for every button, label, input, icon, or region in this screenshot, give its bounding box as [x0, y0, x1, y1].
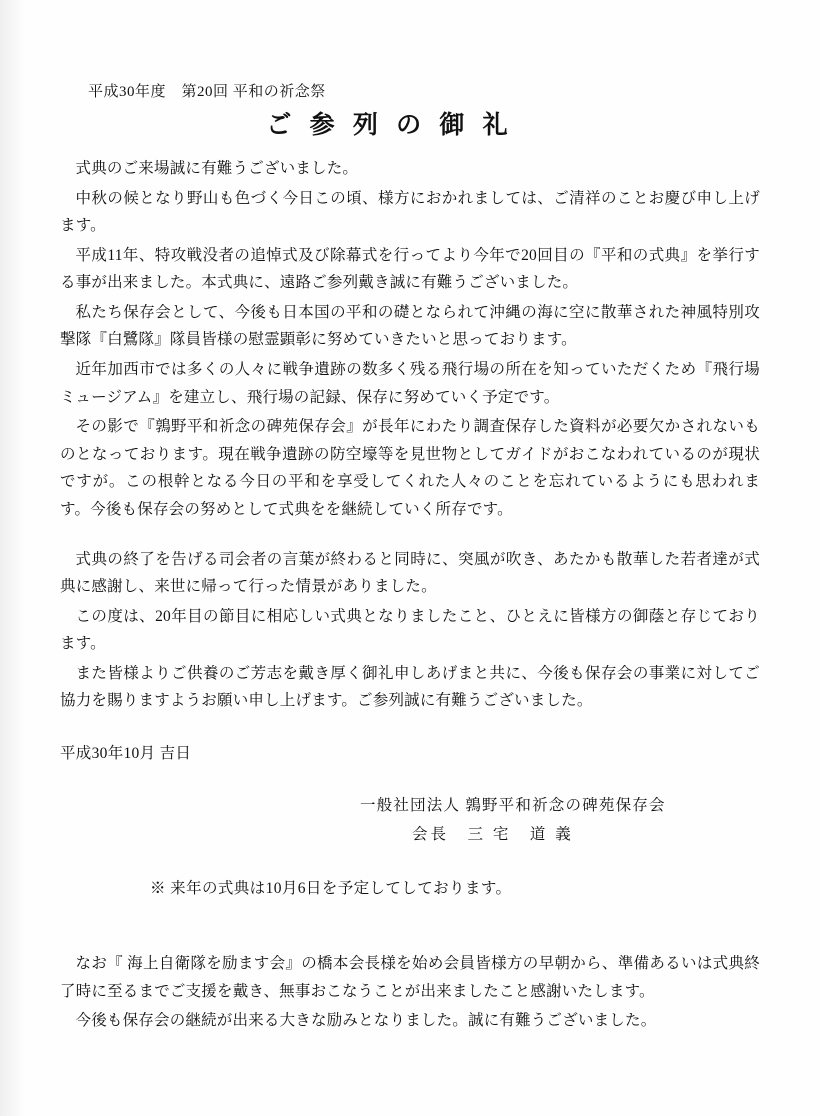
paragraph-7: 式典の終了を告げる司会者の言葉が終わると同時に、突風が吹き、あたかも散華した若者達が式典に感謝し、来世に帰って行った情景がありました。	[60, 550, 760, 596]
footnote-line-2: 今後も保存会の継続が出来る大きな励みとなりました。誠に有難うございました。	[75, 1011, 657, 1029]
footnote-block	[60, 950, 760, 1035]
paragraph-8: この度は、20年目の節目に相応しい式典となりましたこと、ひとえに皆様方の御蔭と存じております。	[60, 607, 760, 653]
document-date: 平成30年10月 吉日	[60, 744, 192, 762]
signature-organization: 一般社団法人 鶉野平和祈念の碑苑保存会	[360, 796, 666, 814]
paragraph-1: 式典のご来場誠に有難うございました。	[75, 160, 359, 177]
paragraph-4: 私たち保存会として、今後も日本国の平和の礎となられて沖縄の海に空に散華された神風特別攻撃隊『白鷺隊』隊員皆様の慰霊顕彰に努めていきたいと思っております。	[60, 303, 760, 349]
paragraph-9: また皆様よりご供養のご芳志を戴き厚く御礼申しあげまと共に、今後も保存会の事業に対してご協力を賜りますようお願い申し上げます。ご参列誠に有難うございました。	[60, 664, 760, 710]
signature-name: 会長 三 宅 道 義	[412, 826, 574, 844]
document-body	[60, 80, 760, 1036]
paragraph-6: その影で『鶉野平和祈念の碑苑保存会』が長年にわたり調査保存した資料が必要欠かされないものとなっております。現在戦争遺跡の防空壕等を見世物としてガイドがおこなわれているのが現状ですが。この根幹となる今日の平和を享受してくれた人々のことを忘れているようにも思われます。今後も保存会の努めとして式典をを継続していく所存です。	[60, 418, 760, 518]
paragraph-3: 平成11年、特攻戦没者の追悼式及び除幕式を行ってより今年で20回目の『平和の式典』を挙行する事が出来ました。本式典に、遠路ご参列戴き誠に有難うございました。	[60, 246, 760, 292]
paragraph-spacer	[60, 526, 760, 546]
page-title: ご 参 列 の 御 礼	[266, 112, 514, 139]
signature-block	[360, 791, 760, 850]
event-kicker: 平成30年度 第20回 平和の祈念祭	[88, 84, 326, 100]
paragraph-5: 近年加西市では多くの人々に戦争遺跡の数多く残る飛行場の所在を知っていただくため『飛行場ミュージアム』を建立し、飛行場の記録、保存に努めていく予定です。	[60, 361, 760, 406]
paragraph-2: 中秋の候となり野山も色づく今日この頃、様方におかれましては、ご清祥のことお慶び申し上げます。	[60, 189, 760, 235]
next-event-notice: ※ 来年の式典は10月6日を予定してしております。	[150, 879, 512, 897]
footnote-line-1: なお『 海上自衛隊を励ます会』の橋本会長様を始め会員皆様方の早朝から、準備あるいは式典終了時に至るまでご支援を戴き、無事おこなうことが出来ましたこと感謝いたします。	[60, 954, 760, 1000]
